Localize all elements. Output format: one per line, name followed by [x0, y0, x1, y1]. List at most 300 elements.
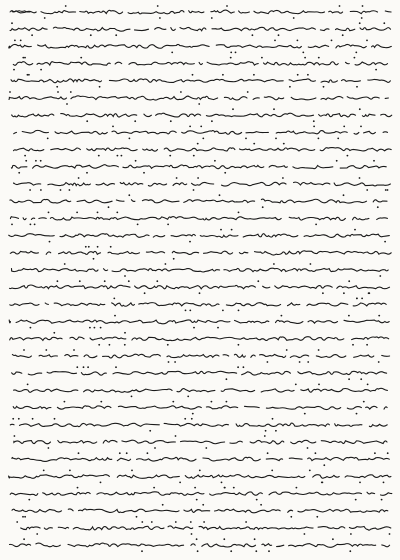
diacritic-dot: [226, 401, 228, 403]
diacritic-dot: [190, 521, 192, 523]
diacritic-dot: [171, 52, 173, 54]
diacritic-dot: [233, 487, 235, 489]
diacritic-dot: [196, 499, 198, 501]
diacritic-dot: [85, 246, 87, 248]
diacritic-dot: [384, 241, 386, 243]
diacritic-dot: [69, 189, 71, 191]
diacritic-dot: [172, 401, 174, 403]
diacritic-dot: [128, 194, 130, 196]
diacritic-dot: [86, 120, 88, 122]
diacritic-dot: [134, 120, 136, 122]
diacritic-dot: [262, 206, 264, 208]
diacritic-dot: [237, 366, 239, 368]
diacritic-dot: [313, 126, 315, 128]
handwritten-line: [10, 199, 387, 203]
diacritic-dot: [11, 224, 13, 226]
diacritic-dot: [289, 86, 291, 88]
diacritic-dot: [366, 40, 368, 42]
diacritic-dot: [378, 361, 380, 363]
diacritic-dot: [12, 418, 14, 420]
diacritic-dot: [112, 126, 114, 128]
diacritic-dot: [27, 74, 29, 76]
diacritic-dot: [69, 470, 71, 472]
diacritic-dot: [14, 40, 16, 42]
diacritic-dot: [203, 521, 205, 523]
handwritten-line: [10, 492, 392, 496]
diacritic-dot: [222, 310, 224, 312]
diacritic-dot: [318, 349, 320, 351]
diacritic-dot: [24, 57, 26, 59]
diacritic-dot: [245, 521, 247, 523]
diacritic-dot: [366, 344, 368, 346]
diacritic-dot: [44, 17, 46, 19]
diacritic-dot: [352, 344, 354, 346]
diacritic-dot: [302, 52, 304, 54]
diacritic-dot: [57, 91, 59, 93]
diacritic-dot: [337, 138, 339, 140]
diacritic-dot: [360, 126, 362, 128]
diacritic-dot: [278, 34, 280, 36]
handwritten-line: [9, 320, 389, 324]
diacritic-dot: [97, 212, 99, 214]
diacritic-dot: [196, 538, 198, 540]
diacritic-dot: [98, 344, 100, 346]
diacritic-dot: [230, 57, 232, 59]
handwritten-line: [14, 148, 392, 152]
diacritic-dot: [100, 482, 102, 484]
diacritic-dot: [35, 160, 37, 162]
diacritic-dot: [9, 91, 11, 93]
handwritten-line: [10, 423, 387, 427]
diacritic-dot: [238, 212, 240, 214]
diacritic-dot: [315, 224, 317, 226]
diacritic-dot: [198, 103, 200, 105]
diacritic-dot: [141, 521, 143, 523]
diacritic-dot: [373, 160, 375, 162]
diacritic-dot: [197, 143, 199, 145]
diacritic-dot: [36, 533, 38, 535]
diacritic-dot: [79, 280, 81, 282]
diacritic-dot: [313, 120, 315, 122]
diacritic-dot: [174, 361, 176, 363]
handwritten-line: [10, 27, 390, 31]
diacritic-dot: [322, 482, 324, 484]
diacritic-dot: [331, 40, 333, 42]
diacritic-dot: [77, 487, 79, 489]
diacritic-dot: [257, 280, 259, 282]
diacritic-dot: [322, 292, 324, 294]
diacritic-dot: [189, 126, 191, 128]
diacritic-dot: [383, 482, 385, 484]
diacritic-dot: [192, 74, 194, 76]
diacritic-dot: [109, 344, 111, 346]
diacritic-dot: [57, 280, 59, 282]
handwritten-line: [13, 62, 387, 66]
diacritic-dot: [115, 34, 117, 36]
diacritic-dot: [114, 315, 116, 317]
diacritic-dot: [219, 194, 221, 196]
diacritic-dot: [318, 384, 320, 386]
diacritic-dot: [362, 5, 364, 7]
diacritic-dot: [191, 418, 193, 420]
diacritic-dot: [136, 516, 138, 518]
diacritic-dot: [141, 550, 143, 552]
diacritic-dot: [113, 298, 115, 300]
diacritic-dot: [271, 470, 273, 472]
diacritic-dot: [110, 246, 112, 248]
diacritic-dot: [356, 86, 358, 88]
diacritic-dot: [315, 452, 317, 454]
diacritic-dot: [275, 138, 277, 140]
diacritic-dot: [156, 280, 158, 282]
diacritic-dot: [231, 229, 233, 231]
diacritic-dot: [119, 452, 121, 454]
diacritic-dot: [66, 103, 68, 105]
diacritic-dot: [214, 160, 216, 162]
diacritic-dot: [389, 533, 391, 535]
handwritten-line: [9, 234, 390, 238]
diacritic-dot: [304, 533, 306, 535]
diacritic-dot: [368, 292, 370, 294]
diacritic-dot: [211, 17, 213, 19]
diacritic-dot: [99, 86, 101, 88]
diacritic-dot: [151, 521, 153, 523]
diacritic-dot: [129, 138, 131, 140]
diacritic-dot: [137, 224, 139, 226]
diacritic-dot: [175, 521, 177, 523]
diacritic-dot: [197, 550, 199, 552]
diacritic-dot: [117, 155, 119, 157]
diacritic-dot: [267, 361, 269, 363]
diacritic-dot: [18, 172, 20, 174]
diacritic-dot: [76, 212, 78, 214]
diacritic-dot: [318, 138, 320, 140]
diacritic-dot: [48, 447, 50, 449]
handwritten-line: [14, 182, 391, 186]
diacritic-dot: [297, 40, 299, 42]
diacritic-dot: [230, 52, 232, 54]
diacritic-dot: [378, 315, 380, 317]
diacritic-dot: [359, 22, 361, 24]
diacritic-dot: [375, 69, 377, 71]
diacritic-dot: [267, 452, 269, 454]
diacritic-dot: [121, 155, 123, 157]
diacritic-dot: [293, 17, 295, 19]
diacritic-dot: [339, 5, 341, 7]
diacritic-dot: [144, 292, 146, 294]
diacritic-dot: [100, 327, 102, 329]
diacritic-dot: [124, 344, 126, 346]
diacritic-dot: [193, 155, 195, 157]
diacritic-dot: [40, 69, 42, 71]
diacritic-dot: [49, 241, 51, 243]
diacritic-dot: [60, 189, 62, 191]
diacritic-dot: [275, 430, 277, 432]
diacritic-dot: [16, 521, 18, 523]
diacritic-dot: [162, 504, 164, 506]
diacritic-dot: [355, 52, 357, 54]
diacritic-dot: [255, 550, 257, 552]
diacritic-dot: [24, 155, 26, 157]
diacritic-dot: [78, 452, 80, 454]
handwritten-line: [13, 526, 391, 530]
diacritic-dot: [22, 516, 24, 518]
diacritic-dot: [366, 189, 368, 191]
diacritic-dot: [359, 482, 361, 484]
diacritic-dot: [243, 366, 245, 368]
diacritic-dot: [170, 120, 172, 122]
diacritic-dot: [235, 52, 237, 54]
diacritic-dot: [211, 120, 213, 122]
diacritic-dot: [78, 177, 80, 179]
diacritic-dot: [361, 298, 363, 300]
diacritic-dot: [254, 538, 256, 540]
handwritten-line: [14, 440, 387, 444]
diacritic-dot: [32, 418, 34, 420]
diacritic-dot: [343, 292, 345, 294]
diacritic-dot: [86, 172, 88, 174]
diacritic-dot: [247, 91, 249, 93]
diacritic-dot: [23, 349, 25, 351]
diacritic-dot: [282, 177, 284, 179]
diacritic-dot: [260, 504, 262, 506]
diacritic-dot: [191, 533, 193, 535]
diacritic-dot: [295, 384, 297, 386]
handwritten-line: [10, 251, 391, 255]
diacritic-dot: [316, 516, 318, 518]
diacritic-dot: [64, 263, 66, 265]
diacritic-dot: [97, 246, 99, 248]
diacritic-dot: [180, 91, 182, 93]
diacritic-dot: [252, 34, 254, 36]
diacritic-dot: [253, 143, 255, 145]
diacritic-dot: [296, 487, 298, 489]
diacritic-dot: [309, 470, 311, 472]
diacritic-dot: [24, 516, 26, 518]
diacritic-dot: [200, 126, 202, 128]
diacritic-dot: [168, 361, 170, 363]
diacritic-dot: [187, 396, 189, 398]
diacritic-dot: [272, 418, 274, 420]
diacritic-dot: [175, 435, 177, 437]
diacritic-dot: [48, 212, 50, 214]
diacritic-dot: [238, 344, 240, 346]
diacritic-dot: [304, 57, 306, 59]
diacritic-dot: [359, 177, 361, 179]
diacritic-dot: [202, 138, 204, 140]
diacritic-dot: [80, 57, 82, 59]
diacritic-dot: [273, 263, 275, 265]
diacritic-dot: [193, 189, 195, 191]
diacritic-dot: [220, 229, 222, 231]
diacritic-dot: [299, 361, 301, 363]
diacritic-dot: [128, 280, 130, 282]
diacritic-dot: [40, 189, 42, 191]
diacritic-dot: [43, 470, 45, 472]
diacritic-dot: [286, 349, 288, 351]
diacritic-dot: [354, 57, 356, 59]
diacritic-dot: [11, 22, 13, 24]
handwritten-line: [10, 337, 389, 341]
diacritic-dot: [76, 366, 78, 368]
diacritic-dot: [65, 5, 67, 7]
diacritic-dot: [116, 212, 118, 214]
diacritic-dot: [217, 327, 219, 329]
diacritic-dot: [70, 91, 72, 93]
diacritic-dot: [385, 189, 387, 191]
handwritten-line: [12, 113, 392, 117]
diacritic-dot: [54, 418, 56, 420]
diacritic-dot: [193, 327, 195, 329]
diacritic-dot: [176, 177, 178, 179]
handwritten-line: [13, 406, 387, 410]
diacritic-dot: [361, 17, 363, 19]
diacritic-dot: [167, 344, 169, 346]
diacritic-dot: [89, 327, 91, 329]
diacritic-dot: [265, 430, 267, 432]
diacritic-dot: [323, 86, 325, 88]
diacritic-dot: [307, 361, 309, 363]
diacritic-dot: [73, 349, 75, 351]
diacritic-dot: [94, 327, 96, 329]
handwritten-line: [10, 303, 386, 307]
diacritic-dot: [383, 22, 385, 24]
diacritic-dot: [197, 177, 199, 179]
diacritic-dot: [199, 470, 201, 472]
diacritic-dot: [202, 504, 204, 506]
diacritic-dot: [98, 155, 100, 157]
handwritten-line: [14, 388, 388, 392]
diacritic-dot: [131, 470, 133, 472]
diacritic-dot: [348, 378, 350, 380]
diacritic-dot: [307, 74, 309, 76]
diacritic-dot: [323, 464, 325, 466]
diacritic-dot: [149, 430, 151, 432]
diacritic-dot: [173, 258, 175, 260]
diacritic-dot: [223, 538, 225, 540]
handwritten-line: [10, 543, 390, 547]
diacritic-dot: [184, 418, 186, 420]
diacritic-dot: [154, 447, 156, 449]
diacritic-dot: [253, 74, 255, 76]
diacritic-dot: [290, 516, 292, 518]
diacritic-dot: [90, 34, 92, 36]
diacritic-dot: [30, 224, 32, 226]
diacritic-dot: [143, 172, 145, 174]
diacritic-dot: [387, 189, 389, 191]
diacritic-dot: [224, 487, 226, 489]
diacritic-dot: [83, 366, 85, 368]
diacritic-dot: [64, 401, 66, 403]
diacritic-dot: [14, 435, 16, 437]
diacritic-dot: [27, 384, 29, 386]
diacritic-dot: [367, 384, 369, 386]
diacritic-dot: [226, 5, 228, 7]
diacritic-dot: [343, 194, 345, 196]
diacritic-dot: [360, 378, 362, 380]
handwritten-line: [9, 475, 391, 479]
diacritic-dot: [167, 224, 169, 226]
diacritic-dot: [230, 550, 232, 552]
diacritic-dot: [374, 452, 376, 454]
diacritic-dot: [100, 401, 102, 403]
diacritic-dot: [22, 57, 24, 59]
diacritic-dot: [25, 160, 27, 162]
diacritic-dot: [47, 138, 49, 140]
handwritten-line: [9, 96, 388, 100]
diacritic-dot: [29, 189, 31, 191]
diacritic-dot: [342, 34, 344, 36]
diacritic-dot: [147, 452, 149, 454]
diacritic-dot: [343, 126, 345, 128]
diacritic-dot: [159, 17, 161, 19]
diacritic-dot: [199, 292, 201, 294]
handwritten-line: [9, 44, 392, 48]
diacritic-dot: [332, 538, 334, 540]
diacritic-dot: [165, 263, 167, 265]
diacritic-dot: [348, 280, 350, 282]
diacritic-dot: [359, 108, 361, 110]
diacritic-dot: [356, 413, 358, 415]
diacritic-dot: [379, 275, 381, 277]
diacritic-dot: [115, 366, 117, 368]
handwritten-line: [11, 165, 386, 169]
diacritic-dot: [307, 447, 309, 449]
handwritten-line: [10, 217, 387, 221]
handwritten-line: [11, 79, 390, 83]
diacritic-dot: [226, 378, 228, 380]
diacritic-dot: [20, 40, 22, 42]
diacritic-dot: [13, 69, 15, 71]
diacritic-dot: [350, 533, 352, 535]
handwritten-line: [12, 354, 389, 358]
diacritic-dot: [211, 401, 213, 403]
handwritten-line: [10, 285, 390, 289]
diacritic-dot: [108, 206, 110, 208]
diacritic-dot: [194, 487, 196, 489]
diacritic-dot: [356, 298, 358, 300]
diacritic-dot: [349, 550, 351, 552]
diacritic-dot: [354, 229, 356, 231]
diacritic-dot: [56, 86, 58, 88]
diacritic-dot: [34, 224, 36, 226]
diacritic-dot: [135, 160, 137, 162]
diacritic-dot: [297, 74, 299, 76]
diacritic-dot: [268, 550, 270, 552]
diacritic-dot: [363, 401, 365, 403]
diacritic-dot: [283, 143, 285, 145]
diacritic-dot: [53, 332, 55, 334]
diacritic-dot: [245, 138, 247, 140]
diacritic-dot: [264, 435, 266, 437]
diacritic-dot: [281, 315, 283, 317]
diacritic-dot: [45, 349, 47, 351]
diacritic-dot: [88, 246, 90, 248]
diacritic-dot: [348, 315, 350, 317]
diacritic-dot: [205, 447, 207, 449]
diacritic-dot: [28, 499, 30, 501]
diacritic-dot: [30, 327, 32, 329]
diacritic-dot: [179, 482, 181, 484]
diacritic-dot: [31, 34, 33, 36]
diacritic-dot: [256, 499, 258, 501]
diacritic-dot: [222, 74, 224, 76]
diacritic-dot: [224, 172, 226, 174]
diacritic-dot: [273, 108, 275, 110]
diacritic-dot: [336, 160, 338, 162]
diacritic-dot: [157, 5, 159, 7]
diacritic-dot: [18, 418, 20, 420]
